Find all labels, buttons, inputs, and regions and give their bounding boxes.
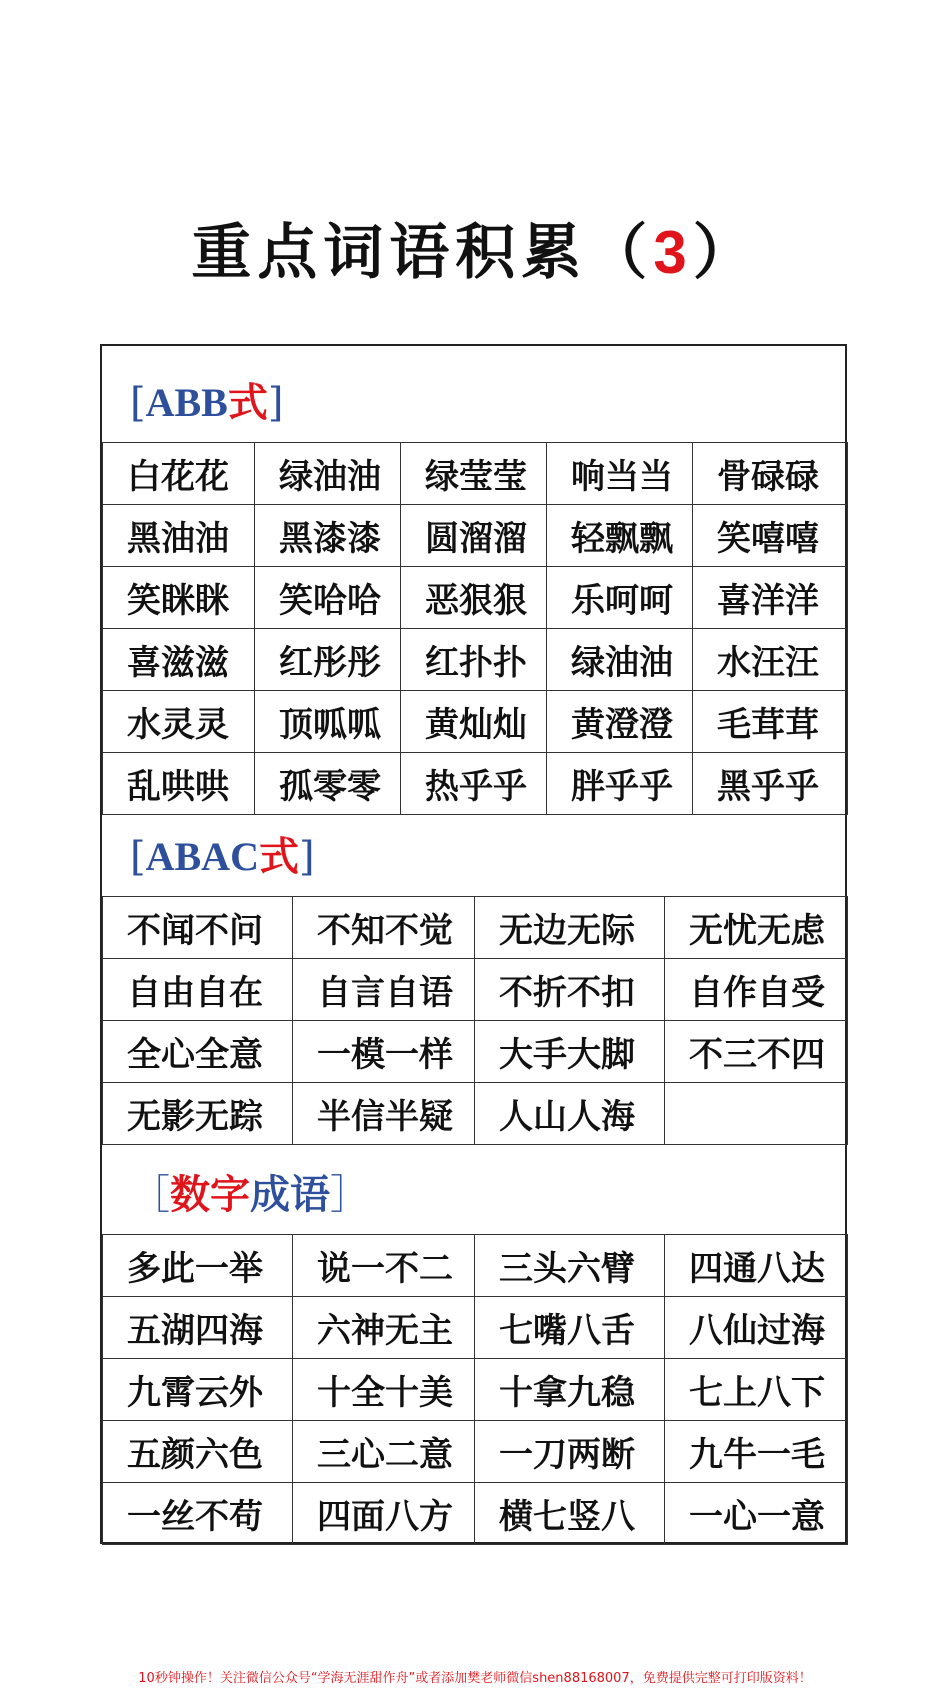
word-cell: 十拿九稳 [475,1359,665,1421]
table-row [103,567,848,629]
word-cell: 喜滋滋 [103,629,255,691]
word-cell: 水汪汪 [693,629,848,691]
table-row [103,959,848,1021]
word-cell: 黑乎乎 [693,753,848,815]
table-row [103,1421,848,1483]
word-cell: 骨碌碌 [693,443,848,505]
section-heading-red: 式 [227,380,268,426]
word-grid [102,1234,848,1545]
section-heading-latin: ABB [145,380,228,425]
word-cell: 红彤彤 [255,629,401,691]
word-cell: 一模一样 [293,1021,475,1083]
word-cell: 不三不四 [665,1021,848,1083]
word-cell: 笑哈哈 [255,567,401,629]
table-row [103,1235,848,1297]
table-row [103,753,848,815]
word-cell: 毛茸茸 [693,691,848,753]
section-heading-bracket-open: ［ [130,1172,170,1218]
word-cell: 七嘴八舌 [475,1297,665,1359]
word-cell: 无影无踪 [103,1083,293,1145]
word-cell: 九牛一毛 [665,1421,848,1483]
word-cell: 乱哄哄 [103,753,255,815]
word-cell: 七上八下 [665,1359,848,1421]
word-cell: 白花花 [103,443,255,505]
word-cell: 半信半疑 [293,1083,475,1145]
word-cell: 人山人海 [475,1083,665,1145]
table-row [103,629,848,691]
word-cell: 红扑扑 [401,629,547,691]
word-cell: 水灵灵 [103,691,255,753]
section-heading-red: 数字 [170,1172,250,1218]
word-cell: 胖乎乎 [547,753,693,815]
word-cell: 热乎乎 [401,753,547,815]
word-cell: 喜洋洋 [693,567,848,629]
table-row [103,691,848,753]
word-cell: 黑漆漆 [255,505,401,567]
word-cell: 轻飘飘 [547,505,693,567]
word-cell: 顶呱呱 [255,691,401,753]
section-heading [102,346,845,442]
word-cell: 四通八达 [665,1235,848,1297]
word-cell: 八仙过海 [665,1297,848,1359]
word-cell: 自言自语 [293,959,475,1021]
section-heading [102,1144,845,1234]
word-cell [665,1083,848,1145]
word-cell: 不闻不问 [103,897,293,959]
table-row [103,505,848,567]
table-row [103,1483,848,1545]
section-heading-bracket-close: ］ [330,1172,370,1218]
word-cell: 响当当 [547,443,693,505]
word-cell: 九霄云外 [103,1359,293,1421]
word-cell: 五颜六色 [103,1421,293,1483]
word-grid [102,896,848,1145]
word-cell: 恶狠狠 [401,567,547,629]
word-cell: 说一不二 [293,1235,475,1297]
table-row [103,1297,848,1359]
section-heading-bracket-close: ] [267,380,284,426]
word-cell: 孤零零 [255,753,401,815]
word-cell: 笑嘻嘻 [693,505,848,567]
section-heading-red: 式 [258,834,299,880]
section-heading-latin: ABAC [145,834,259,879]
word-cell: 全心全意 [103,1021,293,1083]
word-cell: 自作自受 [665,959,848,1021]
page-title: 重点词语积累（3） [191,218,759,288]
table-row [103,1083,848,1145]
table-row [103,897,848,959]
table-row [103,443,848,505]
table-row [103,1021,848,1083]
word-cell: 乐呵呵 [547,567,693,629]
table-row [103,1359,848,1421]
word-cell: 圆溜溜 [401,505,547,567]
word-cell: 六神无主 [293,1297,475,1359]
word-cell: 不折不扣 [475,959,665,1021]
section-heading-bracket-close: ] [298,834,315,880]
word-cell: 无边无际 [475,897,665,959]
word-cell: 不知不觉 [293,897,475,959]
word-grid [102,442,848,815]
word-cell: 三头六臂 [475,1235,665,1297]
word-cell: 三心二意 [293,1421,475,1483]
word-cell: 四面八方 [293,1483,475,1545]
word-cell: 黑油油 [103,505,255,567]
word-cell: 五湖四海 [103,1297,293,1359]
word-table [100,344,847,1544]
word-cell: 一刀两断 [475,1421,665,1483]
word-cell: 无忧无虑 [665,897,848,959]
word-cell: 黄澄澄 [547,691,693,753]
footer-note: 10秒钟操作！关注微信公众号“学海无涯甜作舟”或者添加樊老师微信shen88168007，免费提供完整可打印版资料！ [138,1671,812,1686]
word-cell: 横七竖八 [475,1483,665,1545]
word-cell: 一丝不苟 [103,1483,293,1545]
word-cell: 笑眯眯 [103,567,255,629]
section-heading-blue: 成语 [250,1172,330,1218]
word-cell: 自由自在 [103,959,293,1021]
word-cell: 黄灿灿 [401,691,547,753]
word-cell: 多此一举 [103,1235,293,1297]
word-cell: 大手大脚 [475,1021,665,1083]
section-heading-bracket-open: [ [130,834,146,880]
word-cell: 绿油油 [255,443,401,505]
word-cell: 绿莹莹 [401,443,547,505]
word-cell: 一心一意 [665,1483,848,1545]
section-heading-bracket-open: [ [130,380,146,426]
word-cell: 十全十美 [293,1359,475,1421]
section-heading [102,814,845,896]
word-cell: 绿油油 [547,629,693,691]
